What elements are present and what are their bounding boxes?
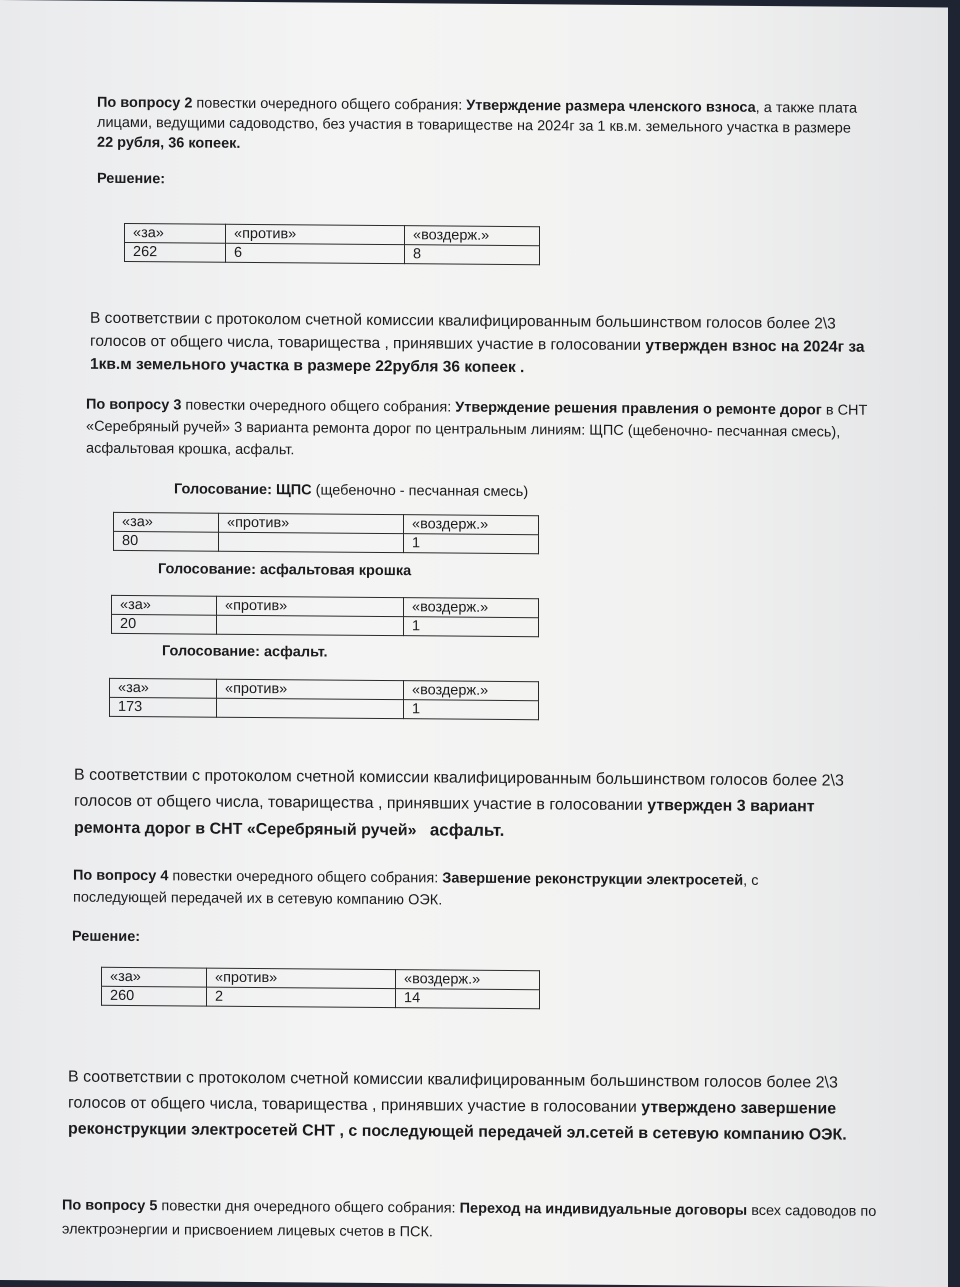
q2-decision-label: Решение: [97, 170, 166, 188]
q2-title: Утверждение размера членского взноса [466, 97, 756, 116]
vote-abstain-value: 1 [404, 700, 539, 720]
q2-conclusion [90, 307, 880, 382]
q4-conclusion [68, 1065, 888, 1149]
vote-abstain-value: 14 [396, 989, 540, 1009]
q2-conclusion-text: В соответствии с протоколом счетной комиссии квалифицированным большинством голосов более 2\3 голосов от общего числа, товарищества , принявших участие в голосовании [90, 309, 836, 355]
q3-text1: повестки очередного общего собрания: [181, 397, 456, 416]
q3-conclusion-text: В соответствии с протоколом счетной комиссии квалифицированным большинством голосов более 2\3 голосов от общего числа, товарищества , принявших участие в голосовании [74, 766, 844, 815]
q3-vote1-label: Голосование: ЩПС [174, 481, 312, 499]
q2-conclusion-bold: утвержден взнос на 2024г за 1кв.м земельного участка в размере 22рубля 36 копеек . [90, 337, 865, 377]
q3-vote3-table [109, 678, 539, 720]
q3-conclusion-tail: асфальт. [429, 820, 505, 840]
col-for-header: «за» [125, 223, 226, 243]
q4-conclusion-bold: утверждено завершение реконструкции электросетей СНТ , с последующей передачей эл.сетей в сетевую компанию ОЭК. [68, 1099, 847, 1144]
col-for-header: «за» [114, 512, 219, 532]
q4-lead: По вопросу 4 [73, 867, 169, 885]
q2-lead: По вопросу 2 [97, 94, 193, 112]
q5-title: Переход на индивидуальные договоры [459, 1200, 748, 1219]
col-against-header: «против» [219, 513, 404, 533]
vote-against-value: 2 [207, 987, 396, 1007]
vote-against-value: 6 [226, 243, 405, 263]
col-abstain-header: «воздерж.» [405, 226, 540, 246]
q2-vote-table [124, 223, 540, 265]
q3-vote1-heading [174, 479, 528, 502]
table-row [112, 614, 539, 636]
q3-lead: По вопросу 3 [86, 396, 182, 414]
q2-text1: повестки очередного общего собрания: [192, 95, 467, 114]
q3-conclusion [74, 763, 884, 848]
vote-abstain-value: 1 [404, 617, 539, 637]
q3-text2: в СНТ «Серебряный ручей» 3 варианта ремонта дорог по центральным линиям: ЩПС (щебеночно- песчанная смесь), асфальтовая крошка, асфальт. [86, 402, 868, 459]
q3-vote1-table [113, 512, 539, 554]
q3-vote2-label: Голосование: асфальтовая крошка [158, 561, 412, 580]
q5-lead: По вопросу 5 [62, 1197, 158, 1215]
q5-text2: всех садоводов по электроэнергии и присвоением лицевых счетов в ПСК. [62, 1202, 877, 1241]
q5-paragraph [62, 1193, 882, 1247]
vote-for-value: 260 [102, 986, 207, 1006]
q4-text2: , с последующей передачей их в сетевую компанию ОЭК. [73, 872, 759, 909]
vote-against-value [217, 615, 404, 635]
col-abstain-header: «воздерж.» [396, 970, 540, 990]
q4-title: Завершение реконструкции электросетей [442, 870, 744, 889]
vote-for-value: 173 [110, 697, 217, 717]
q4-decision-label: Решение: [72, 928, 141, 946]
col-abstain-header: «воздерж.» [404, 515, 539, 535]
col-for-header: «за» [112, 595, 217, 615]
q4-paragraph [73, 865, 853, 915]
q2-text2: , а также плата лицами, ведущими садоводство, без участия в товариществе на 2024г за 1 кв.м. земельного участка в размере [97, 99, 858, 137]
table-row [114, 531, 539, 553]
q3-vote2-table [111, 595, 539, 637]
table-row [110, 697, 539, 719]
table-row [125, 242, 540, 264]
q4-vote-table [101, 967, 540, 1009]
q3-paragraph [86, 394, 886, 466]
q2-paragraph [97, 93, 867, 159]
table-row [102, 986, 540, 1008]
col-for-header: «за» [102, 967, 207, 987]
vote-against-value [217, 698, 404, 718]
col-against-header: «против» [217, 596, 404, 616]
col-for-header: «за» [110, 678, 217, 698]
q4-conclusion-text: В соответствии с протоколом счетной комиссии квалифицированным большинством голосов более 2\3 голосов от общего числа, товарищества , принявших участие в голосовании [68, 1068, 838, 1117]
q5-text1: повестки дня очередного общего собрания: [157, 1198, 460, 1217]
q3-conclusion-bold: утвержден 3 вариант ремонта дорог в СНТ «Серебряный ручей» [74, 797, 815, 840]
q4-text1: повестки очередного общего собрания: [168, 868, 443, 887]
col-abstain-header: «воздерж.» [404, 681, 539, 701]
vote-abstain-value: 1 [404, 534, 539, 554]
col-against-header: «против» [217, 679, 404, 699]
vote-against-value [219, 532, 404, 552]
vote-for-value: 20 [112, 614, 217, 634]
vote-for-value: 80 [114, 531, 219, 551]
q3-title: Утверждение решения правления о ремонте дорог [455, 399, 822, 419]
col-against-header: «против» [226, 224, 405, 244]
q3-vote3-label: Голосование: асфальт. [162, 643, 328, 661]
col-against-header: «против» [207, 968, 396, 988]
q2-amount: 22 рубля, 36 копеек. [97, 134, 241, 152]
col-abstain-header: «воздерж.» [404, 598, 539, 618]
vote-for-value: 262 [125, 242, 226, 262]
vote-abstain-value: 8 [405, 245, 540, 265]
q3-vote1-suffix: (щебеночно - песчанная смесь) [311, 482, 529, 501]
